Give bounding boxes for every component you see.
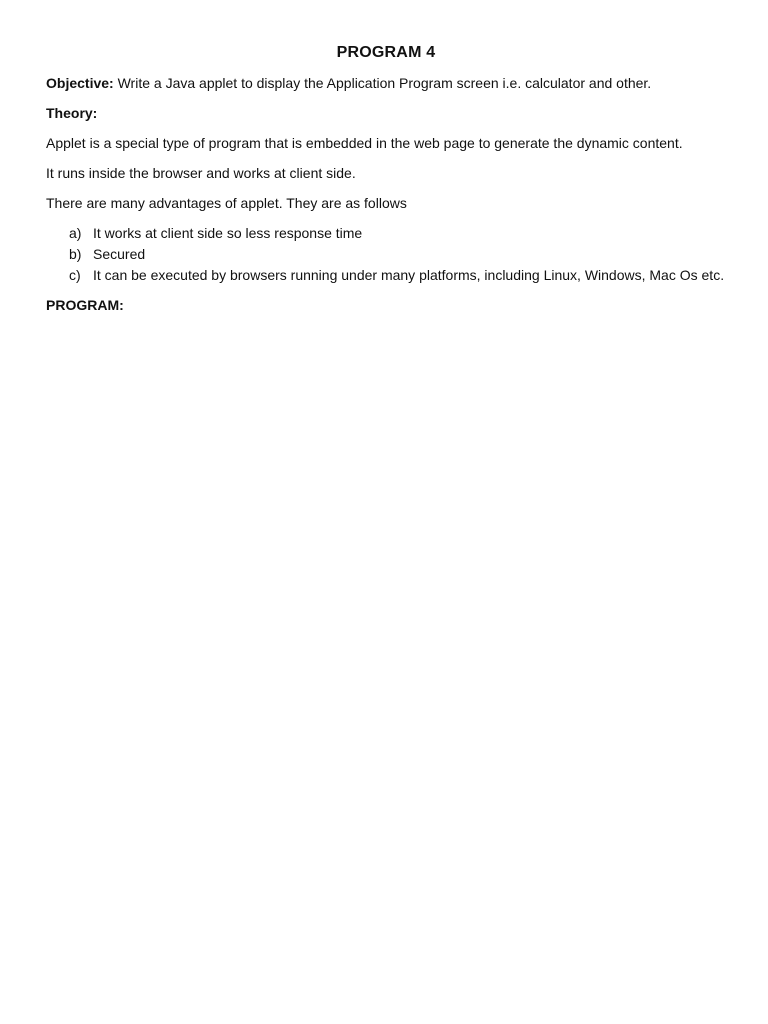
list-marker: c): [69, 267, 81, 283]
objective-text: Write a Java applet to display the Application Program screen i.e. calculator and other.: [113, 75, 652, 91]
objective-paragraph: [46, 73, 726, 94]
objective-label: Objective:: [46, 75, 114, 91]
list-marker: a): [69, 225, 82, 241]
theory-paragraph-1: Applet is a special type of program that is embedded in the web page to generate the dynamic content.: [46, 135, 683, 151]
list-marker: b): [69, 246, 82, 262]
program-heading: PROGRAM:: [46, 297, 124, 313]
document-content: [46, 42, 726, 325]
theory-paragraph-3: There are many advantages of applet. They are as follows: [46, 195, 407, 211]
list-item: [46, 265, 726, 286]
advantages-list: [46, 223, 726, 286]
theory-heading: Theory:: [46, 105, 98, 121]
list-item-text: It works at client side so less response time: [93, 225, 363, 241]
list-item: [46, 244, 726, 265]
page-title: PROGRAM 4: [336, 44, 436, 61]
list-item: [46, 223, 726, 244]
theory-paragraph-2: It runs inside the browser and works at client side.: [46, 165, 356, 181]
list-item-text: Secured: [93, 246, 146, 262]
list-item-text: It can be executed by browsers running under many platforms, including Linux, Windows, Mac Os etc.: [93, 267, 725, 283]
